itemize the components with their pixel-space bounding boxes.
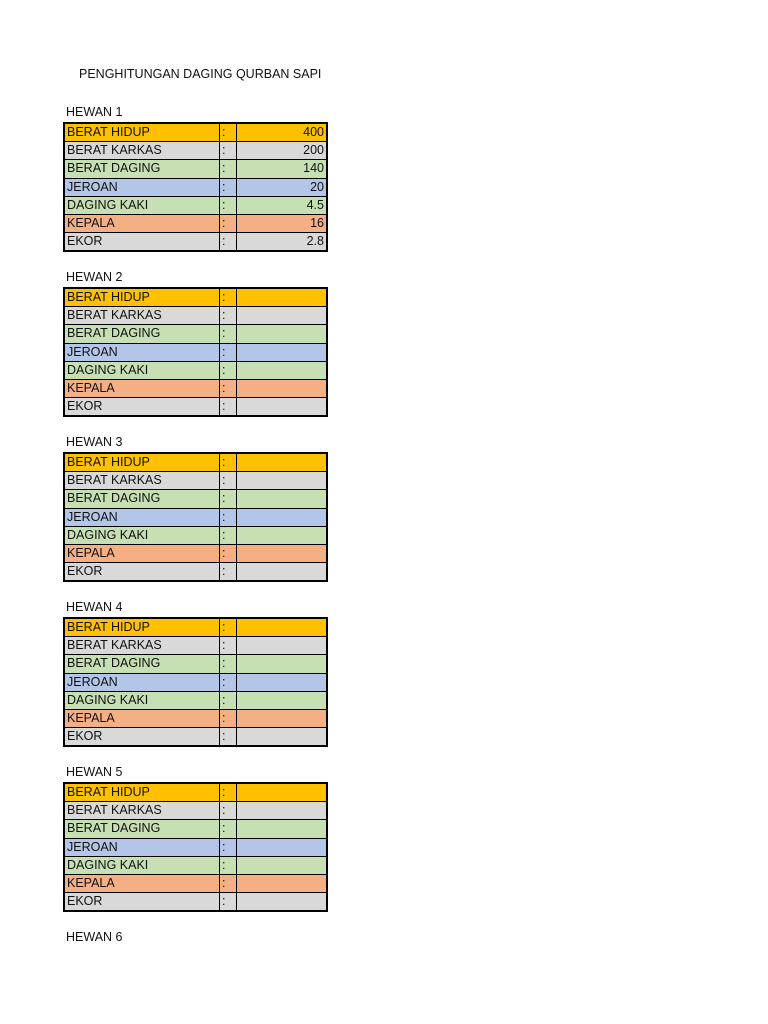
separator-cell[interactable]: : [220,307,237,325]
separator-cell[interactable]: : [220,856,237,874]
table-row [64,802,327,820]
table-row [64,472,327,490]
row-label-cell[interactable]: BERAT KARKAS [64,472,220,490]
row-label-cell[interactable]: BERAT HIDUP [64,783,220,802]
separator-cell[interactable]: : [220,160,237,178]
row-label-cell[interactable]: BERAT DAGING [64,820,220,838]
value-cell[interactable] [237,526,328,544]
table-row [64,233,327,252]
value-cell[interactable]: 200 [237,142,328,160]
row-label-cell[interactable]: EKOR [64,398,220,417]
separator-cell[interactable]: : [220,325,237,343]
table-row [64,838,327,856]
separator-cell[interactable]: : [220,398,237,417]
value-cell[interactable] [237,820,328,838]
value-cell[interactable] [237,893,328,912]
value-cell[interactable] [237,655,328,673]
row-label-cell[interactable]: KEPALA [64,544,220,562]
separator-cell[interactable]: : [220,728,237,747]
row-label-cell[interactable]: EKOR [64,563,220,582]
value-cell[interactable] [237,307,328,325]
separator-cell[interactable]: : [220,802,237,820]
table-row [64,856,327,874]
separator-cell[interactable]: : [220,361,237,379]
row-label-cell[interactable]: EKOR [64,893,220,912]
row-label-cell[interactable]: EKOR [64,728,220,747]
table-row [64,123,327,142]
row-label-cell[interactable]: BERAT KARKAS [64,307,220,325]
value-cell[interactable] [237,288,328,307]
row-label-cell[interactable]: JEROAN [64,508,220,526]
table-row [64,142,327,160]
hewan-heading: HEWAN 3 [66,435,123,449]
row-label-cell[interactable]: KEPALA [64,214,220,232]
separator-cell[interactable]: : [220,618,237,637]
separator-cell[interactable]: : [220,472,237,490]
value-cell[interactable] [237,361,328,379]
hewan-table [63,287,328,417]
value-cell[interactable] [237,544,328,562]
separator-cell[interactable]: : [220,490,237,508]
table-row [64,618,327,637]
table-row [64,820,327,838]
table-row [64,728,327,747]
row-label-cell[interactable]: KEPALA [64,709,220,727]
separator-cell[interactable]: : [220,288,237,307]
separator-cell[interactable]: : [220,709,237,727]
separator-cell[interactable]: : [220,178,237,196]
separator-cell[interactable]: : [220,508,237,526]
separator-cell[interactable]: : [220,783,237,802]
value-cell[interactable] [237,783,328,802]
table-row [64,307,327,325]
table-row [64,160,327,178]
value-cell[interactable] [237,838,328,856]
value-cell[interactable] [237,343,328,361]
value-cell[interactable]: 16 [237,214,328,232]
separator-cell[interactable]: : [220,637,237,655]
table-row [64,637,327,655]
separator-cell[interactable]: : [220,893,237,912]
value-cell[interactable] [237,728,328,747]
hewan-heading: HEWAN 6 [66,930,123,944]
separator-cell[interactable]: : [220,142,237,160]
table-row [64,691,327,709]
value-cell[interactable] [237,691,328,709]
value-cell[interactable] [237,709,328,727]
table-row [64,893,327,912]
row-label-cell[interactable]: EKOR [64,233,220,252]
row-label-cell[interactable]: DAGING KAKI [64,691,220,709]
value-cell[interactable]: 400 [237,123,328,142]
separator-cell[interactable]: : [220,379,237,397]
value-cell[interactable] [237,637,328,655]
row-label-cell[interactable]: JEROAN [64,343,220,361]
table-row [64,563,327,582]
value-cell[interactable] [237,398,328,417]
value-cell[interactable]: 2.8 [237,233,328,252]
hewan-table [63,452,328,582]
table-row [64,178,327,196]
table-row [64,288,327,307]
row-label-cell[interactable]: BERAT KARKAS [64,802,220,820]
row-label-cell[interactable]: DAGING KAKI [64,361,220,379]
table-row [64,709,327,727]
row-label-cell[interactable]: DAGING KAKI [64,856,220,874]
hewan-heading: HEWAN 4 [66,600,123,614]
hewan-table [63,617,328,747]
table-row [64,453,327,472]
separator-cell[interactable]: : [220,343,237,361]
value-cell[interactable]: 20 [237,178,328,196]
row-label-cell[interactable]: BERAT DAGING [64,490,220,508]
table-row [64,508,327,526]
table-row [64,214,327,232]
row-label-cell[interactable]: KEPALA [64,379,220,397]
row-label-cell[interactable]: BERAT HIDUP [64,123,220,142]
row-label-cell[interactable]: JEROAN [64,838,220,856]
value-cell[interactable] [237,325,328,343]
separator-cell[interactable]: : [220,673,237,691]
value-cell[interactable] [237,472,328,490]
row-label-cell[interactable]: BERAT HIDUP [64,453,220,472]
row-label-cell[interactable]: DAGING KAKI [64,196,220,214]
separator-cell[interactable]: : [220,196,237,214]
value-cell[interactable] [237,563,328,582]
row-label-cell[interactable]: BERAT KARKAS [64,142,220,160]
table-row [64,196,327,214]
table-row [64,490,327,508]
hewan-table [63,782,328,912]
table-row [64,874,327,892]
row-label-cell[interactable]: DAGING KAKI [64,526,220,544]
separator-cell[interactable]: : [220,233,237,252]
separator-cell[interactable]: : [220,214,237,232]
value-cell[interactable]: 140 [237,160,328,178]
separator-cell[interactable]: : [220,123,237,142]
separator-cell[interactable]: : [220,526,237,544]
value-cell[interactable] [237,508,328,526]
hewan-heading: HEWAN 1 [66,105,123,119]
value-cell[interactable] [237,673,328,691]
row-label-cell[interactable]: BERAT DAGING [64,160,220,178]
value-cell[interactable] [237,379,328,397]
row-label-cell[interactable]: BERAT KARKAS [64,637,220,655]
value-cell[interactable] [237,618,328,637]
table-row [64,783,327,802]
value-cell[interactable] [237,802,328,820]
row-label-cell[interactable]: BERAT HIDUP [64,618,220,637]
row-label-cell[interactable]: JEROAN [64,673,220,691]
value-cell[interactable] [237,453,328,472]
value-cell[interactable] [237,856,328,874]
separator-cell[interactable]: : [220,838,237,856]
page-title: PENGHITUNGAN DAGING QURBAN SAPI [79,67,322,81]
row-label-cell[interactable]: BERAT DAGING [64,325,220,343]
row-label-cell[interactable]: JEROAN [64,178,220,196]
separator-cell[interactable]: : [220,563,237,582]
hewan-heading: HEWAN 5 [66,765,123,779]
table-row [64,673,327,691]
separator-cell[interactable]: : [220,655,237,673]
table-row [64,361,327,379]
separator-cell[interactable]: : [220,691,237,709]
table-row [64,544,327,562]
table-row [64,343,327,361]
value-cell[interactable]: 4.5 [237,196,328,214]
separator-cell[interactable]: : [220,453,237,472]
row-label-cell[interactable]: BERAT DAGING [64,655,220,673]
separator-cell[interactable]: : [220,820,237,838]
row-label-cell[interactable]: KEPALA [64,874,220,892]
row-label-cell[interactable]: BERAT HIDUP [64,288,220,307]
separator-cell[interactable]: : [220,544,237,562]
table-row [64,379,327,397]
value-cell[interactable] [237,490,328,508]
value-cell[interactable] [237,874,328,892]
table-row [64,398,327,417]
table-row [64,655,327,673]
hewan-heading: HEWAN 2 [66,270,123,284]
table-row [64,526,327,544]
table-row [64,325,327,343]
hewan-table [63,122,328,252]
separator-cell[interactable]: : [220,874,237,892]
